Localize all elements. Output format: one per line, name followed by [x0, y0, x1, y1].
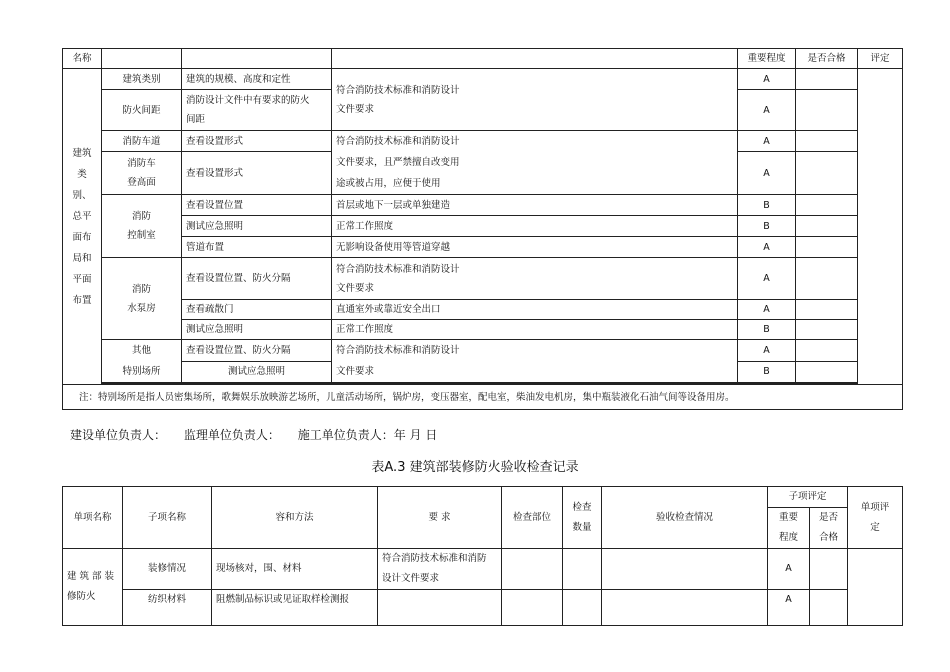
- sub-cell: 装修情况: [123, 549, 212, 590]
- requirement-cell: 正常工作照度: [332, 216, 738, 237]
- grade-cell: B: [738, 361, 796, 383]
- header-qualified: 是否 合格: [810, 508, 848, 549]
- content-cell: 查看疏散门: [182, 300, 332, 320]
- requirement-cell: 符合消防技术标准和消防 设计文件要求: [378, 549, 502, 590]
- sub-cell: 纺织材料: [123, 590, 212, 626]
- sub-pump-room: 消防 水泵房: [102, 258, 182, 340]
- header-importance: 重要程度: [738, 49, 796, 69]
- header-item: 单项名称: [63, 487, 123, 549]
- requirement-cell: 无影响设备使用等管道穿越: [332, 237, 738, 258]
- content-cell: 查看设置形式: [182, 152, 332, 195]
- fire-inspection-table: [62, 48, 903, 410]
- grade-cell: A: [738, 69, 796, 90]
- grade-cell: A: [768, 590, 810, 626]
- item-cell: 建 筑 部 装 修防火: [63, 549, 123, 626]
- sub-control-room: 消防 控制室: [102, 195, 182, 258]
- header-importance: 重要 程度: [768, 508, 810, 549]
- requirement-cell: 直通室外或靠近安全出口: [332, 300, 738, 320]
- header-single-eval: 单项评 定: [848, 487, 903, 549]
- requirement-cell: 正常工作照度: [332, 320, 738, 340]
- method-cell: 现场核对，围、材料: [212, 549, 378, 590]
- header-qualified: 是否合格: [796, 49, 858, 69]
- header-requirement: 要 求: [378, 487, 502, 549]
- requirement-cell: 符合消防技术标准和消防设计 文件要求: [332, 340, 738, 383]
- grade-cell: B: [738, 195, 796, 216]
- construct-signer: 施工单位负责人：年 月 日: [297, 428, 438, 442]
- method-cell: 阻燃制品标识或见证取样检测报: [212, 590, 378, 626]
- header-sub-eval: 子项评定: [768, 487, 848, 508]
- content-cell: 测试应急照明: [182, 216, 332, 237]
- requirement-cell: 符合消防技术标准和消防设计 文件要求，且严禁擅自改变用 途或被占用，应便于使用: [332, 131, 738, 195]
- content-cell: 管道布置: [182, 237, 332, 258]
- grade-cell: A: [738, 90, 796, 131]
- header-sub: 子项名称: [123, 487, 212, 549]
- sub-building-type: 建筑类别: [102, 69, 182, 90]
- grade-cell: A: [738, 340, 796, 362]
- supervise-signer: 监理单位负责人：: [183, 428, 280, 442]
- content-cell: 查看设置位置: [182, 195, 332, 216]
- content-cell: 查看设置位置、防火分隔: [182, 340, 332, 362]
- sub-fire-spacing: 防火间距: [102, 90, 182, 131]
- grade-cell: A: [768, 549, 810, 590]
- content-cell: 建筑的规模、高度和定性: [182, 69, 332, 90]
- header-status: 验收检查情况: [602, 487, 768, 549]
- header-part: 检查部位: [502, 487, 563, 549]
- grade-cell: A: [738, 131, 796, 152]
- grade-cell: A: [738, 237, 796, 258]
- decoration-inspection-table: [62, 486, 903, 626]
- table-title: 表A.3 建筑部装修防火验收检查记录: [371, 460, 579, 475]
- content-cell: 消防设计文件中有要求的防火 间距: [182, 90, 332, 131]
- header-quantity: 检查 数量: [563, 487, 602, 549]
- sub-other-places: 其他 特别场所: [102, 340, 182, 383]
- requirement-cell: 符合消防技术标准和消防设计 文件要求: [332, 69, 738, 131]
- grade-cell: A: [738, 300, 796, 320]
- group-label: 建筑 类 别、 总平 面布 局和 平面 布置: [63, 69, 102, 385]
- grade-cell: B: [738, 320, 796, 340]
- sub-fire-lane: 消防车道: [102, 131, 182, 152]
- content-cell: 查看设置形式: [182, 131, 332, 152]
- grade-cell: B: [738, 216, 796, 237]
- signature-line: [70, 426, 451, 443]
- grade-cell: A: [738, 258, 796, 300]
- header-method: 容和方法: [212, 487, 378, 549]
- requirement-cell: 符合消防技术标准和消防设计 文件要求: [332, 258, 738, 300]
- grade-cell: A: [738, 152, 796, 195]
- content-cell: 测试应急照明: [182, 361, 332, 383]
- table-note: 注：特别场所是指人员密集场所，歌舞娱乐放映游艺场所，儿童活动场所，锅炉房，变压器室，配电室，柴油发电机房，集中瓶装液化石油气间等设备用房。: [63, 385, 903, 410]
- content-cell: 查看设置位置、防火分隔: [182, 258, 332, 300]
- header-evaluation: 评定: [858, 49, 903, 69]
- sub-rescue-surface: 消防车 登高面: [102, 152, 182, 195]
- requirement-cell: 首层或地下一层或单独建造: [332, 195, 738, 216]
- content-cell: 测试应急照明: [182, 320, 332, 340]
- build-signer: 建设单位负责人：: [70, 428, 167, 442]
- header-name: 名称: [63, 49, 102, 69]
